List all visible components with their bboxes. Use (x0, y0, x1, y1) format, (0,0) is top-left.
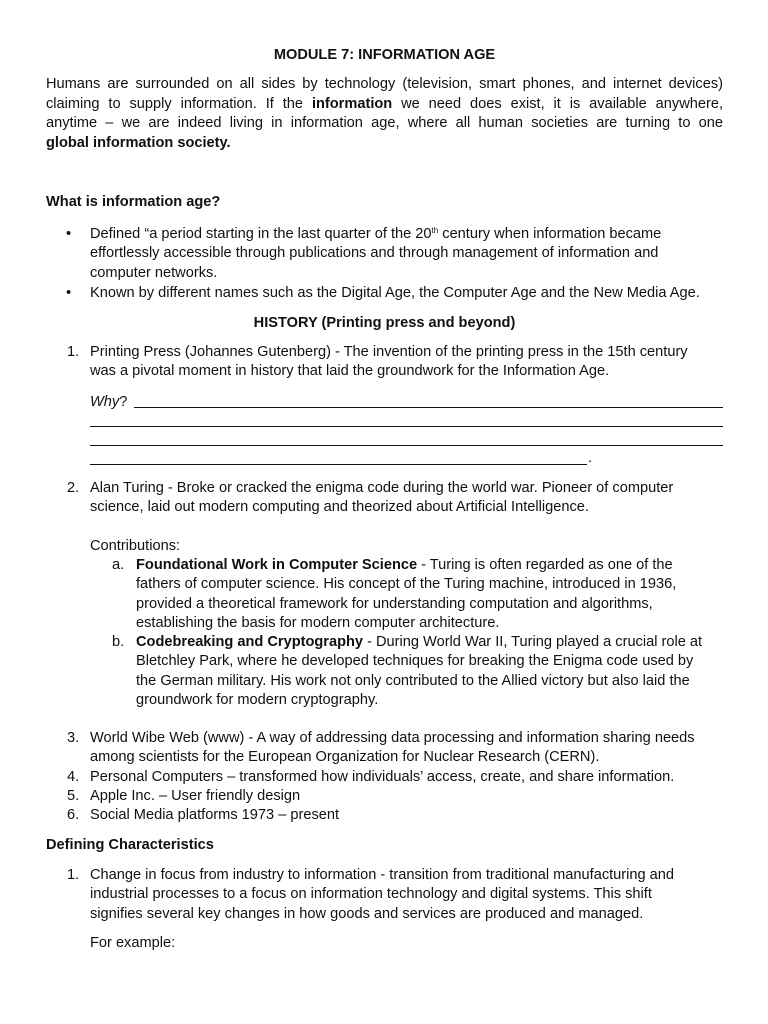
page-title: MODULE 7: INFORMATION AGE (273, 47, 496, 63)
bullet-text: Defined “a period starting in the last quarter of the 20th century when information became effortlessly accessible through publications and through management of information and computer networks. (90, 226, 662, 281)
why-label: Why? (90, 394, 128, 410)
intro-line: claiming to supply information. If the information we need does exist, it is available anywhere, (46, 95, 723, 112)
contributions-label: Contributions: (90, 537, 181, 554)
answer-line[interactable] (134, 407, 723, 408)
emphasis-information: information (311, 95, 393, 112)
answer-line[interactable] (90, 445, 723, 446)
intro-line (46, 134, 723, 154)
intro-paragraph (46, 75, 723, 153)
emphasis-global-society: global information society. (46, 134, 231, 151)
bullet-icon: • (66, 285, 72, 301)
section-heading-what: What is information age? (46, 194, 221, 210)
intro-line: Humans are surrounded on all sides by technology (television, smart phones, and internet devices) (46, 76, 723, 92)
bullet-icon: • (66, 226, 72, 242)
section-heading-defining: Defining Characteristics (46, 837, 214, 853)
answer-period: . (588, 450, 593, 466)
section-heading-history: HISTORY (Printing press and beyond) (253, 315, 516, 331)
for-example-label: For example: (90, 935, 176, 951)
bullet-text: Known by different names such as the Digital Age, the Computer Age and the New Media Age. (90, 285, 700, 301)
answer-line[interactable] (90, 426, 723, 427)
answer-line[interactable] (90, 464, 587, 465)
intro-line: anytime – we are indeed living in information age, where all human societies are turning to one (46, 115, 723, 131)
